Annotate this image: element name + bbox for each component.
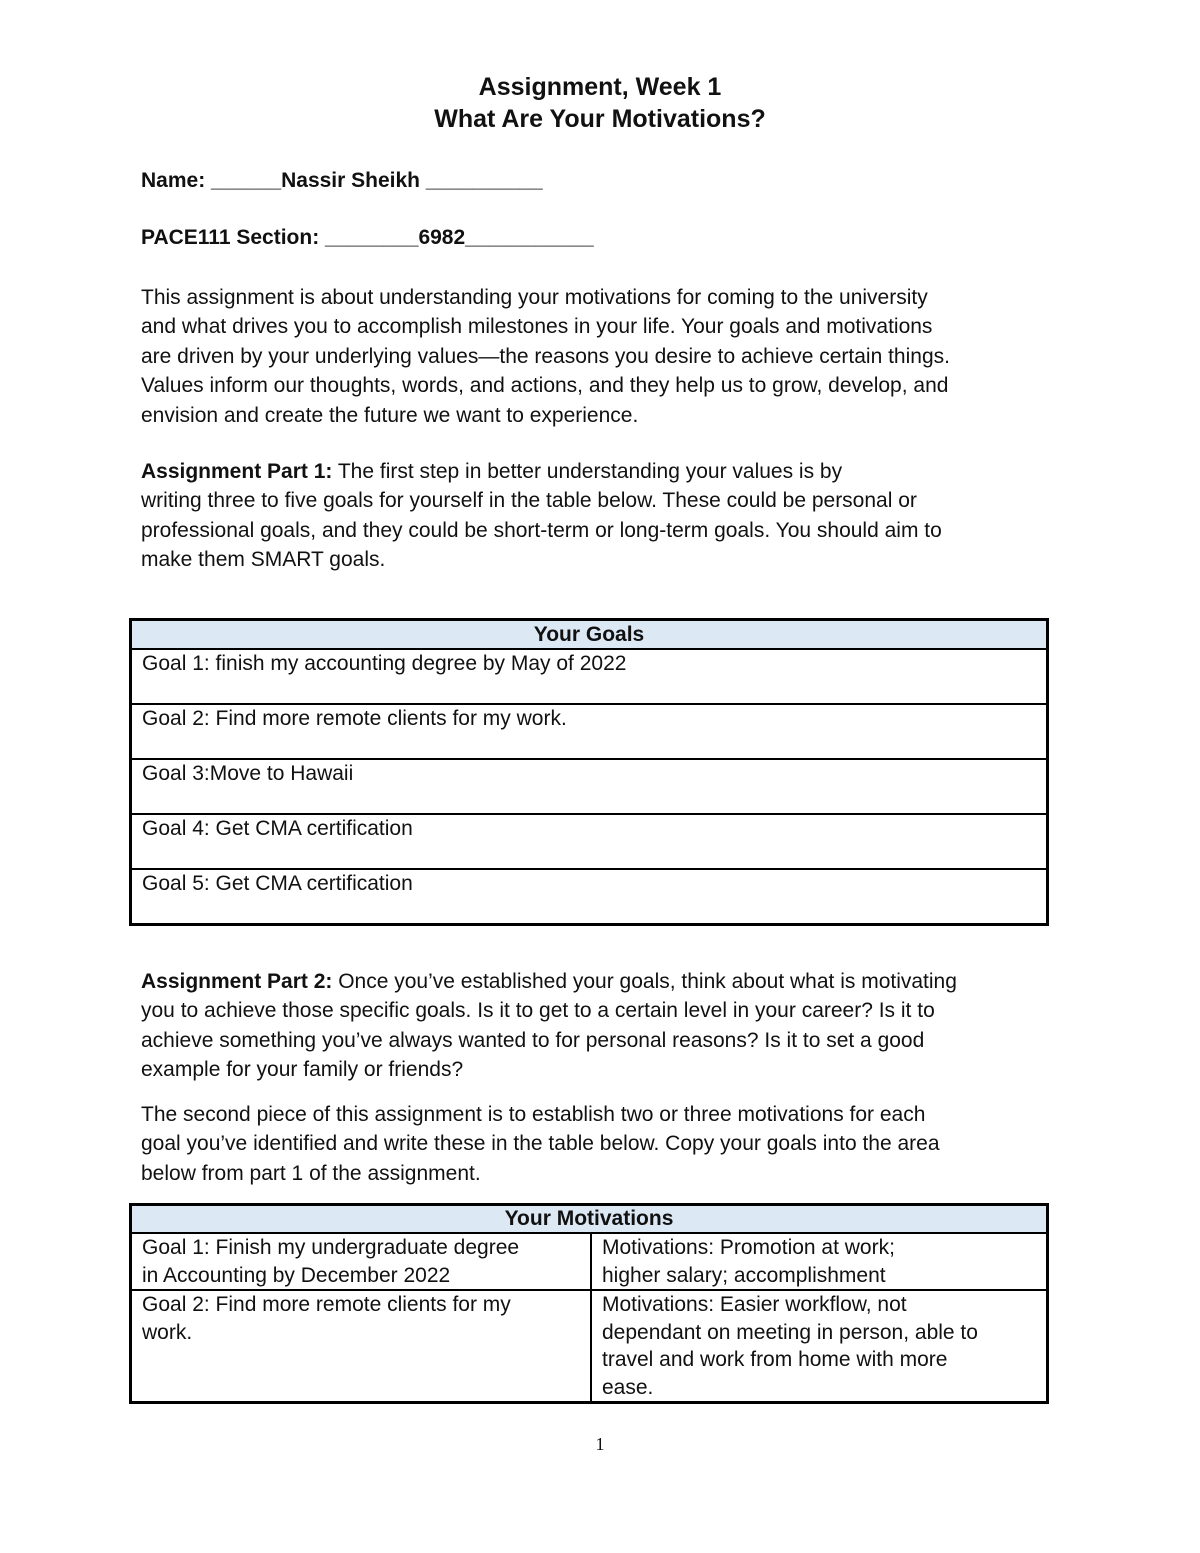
- motivations-table-header-row: [131, 1205, 1048, 1234]
- intro-line: This assignment is about understanding your motivations for coming to the university: [141, 286, 928, 309]
- motivations-table-header: Your Motivations: [131, 1205, 1048, 1234]
- cell-line: ease.: [602, 1375, 654, 1399]
- part1-paragraph: [141, 457, 1066, 575]
- part1-line: writing three to five goals for yourself in the table below. These could be personal or: [141, 489, 917, 513]
- table-row: [131, 814, 1048, 869]
- cell-line: higher salary; accomplishment: [602, 1263, 886, 1287]
- motivation-cell[interactable]: [591, 1233, 1048, 1290]
- goals-table: [129, 618, 1049, 926]
- cell-line: in Accounting by December 2022: [142, 1263, 451, 1287]
- document-title: Assignment, Week 1: [478, 73, 722, 101]
- part2-paragraph: [141, 967, 1066, 1085]
- cell-line: Goal 2: Find more remote clients for my: [142, 1293, 511, 1316]
- part1-line: make them SMART goals.: [141, 548, 386, 572]
- motivation-goal-cell[interactable]: [131, 1290, 592, 1403]
- page-number: 1: [595, 1434, 605, 1454]
- cell-line: Motivations: Easier workflow, not: [602, 1293, 907, 1316]
- part2-label: Assignment Part 2:: [141, 970, 333, 993]
- table-row: [131, 1290, 1048, 1403]
- motivations-table: [129, 1203, 1049, 1404]
- cell-line: Motivations: Promotion at work;: [602, 1236, 895, 1259]
- goals-table-header: Your Goals: [131, 620, 1048, 650]
- table-row: [131, 1233, 1048, 1290]
- intro-line: and what drives you to accomplish milestones in your life. Your goals and motivations: [141, 315, 933, 339]
- part2-first-line: [141, 967, 1066, 996]
- part1-first-line: [141, 457, 1066, 486]
- table-row: [131, 704, 1048, 759]
- section-field: PACE111 Section: ________6982___________: [141, 226, 594, 249]
- goals-table-header-row: [131, 620, 1048, 650]
- intro-paragraph: [141, 283, 1066, 430]
- goal-cell[interactable]: Goal 4: Get CMA certification: [131, 814, 1048, 869]
- intro-line: Values inform our thoughts, words, and actions, and they help us to grow, develop, and: [141, 374, 949, 398]
- goal-cell[interactable]: Goal 1: finish my accounting degree by May of 2022: [131, 649, 1048, 704]
- part2-second-line: The second piece of this assignment is to establish two or three motivations for each: [141, 1103, 926, 1126]
- part2-line: you to achieve those specific goals. Is it to get to a certain level in your career? Is it to: [141, 999, 935, 1023]
- part1-first-line-text: The first step in better understanding your values is by: [332, 460, 843, 483]
- part1-label: Assignment Part 1:: [141, 460, 333, 483]
- part2-second-line: goal you’ve identified and write these in the table below. Copy your goals into the area: [141, 1132, 940, 1156]
- part2-second-line: below from part 1 of the assignment.: [141, 1161, 481, 1185]
- table-row: [131, 869, 1048, 925]
- table-row: [131, 759, 1048, 814]
- intro-line: are driven by your underlying values—the reasons you desire to achieve certain things.: [141, 344, 950, 368]
- part1-line: professional goals, and they could be short-term or long-term goals. You should aim to: [141, 518, 942, 542]
- part2-line: achieve something you’ve always wanted to for personal reasons? Is it to set a good: [141, 1028, 925, 1052]
- name-field: Name: ______Nassir Sheikh __________: [141, 169, 543, 192]
- motivation-cell[interactable]: [591, 1290, 1048, 1403]
- part2-first-line-text: Once you’ve established your goals, think about what is motivating: [332, 970, 957, 993]
- part2-second-paragraph: [141, 1100, 1066, 1188]
- cell-line: Goal 1: Finish my undergraduate degree: [142, 1236, 520, 1259]
- table-row: [131, 649, 1048, 704]
- goal-cell[interactable]: Goal 5: Get CMA certification: [131, 869, 1048, 925]
- cell-line: dependant on meeting in person, able to: [602, 1320, 978, 1344]
- document-subtitle: What Are Your Motivations?: [434, 105, 766, 133]
- cell-line: work.: [142, 1320, 193, 1344]
- intro-line: envision and create the future we want to experience.: [141, 403, 639, 427]
- goal-cell[interactable]: Goal 2: Find more remote clients for my work.: [131, 704, 1048, 759]
- part2-line: example for your family or friends?: [141, 1058, 464, 1082]
- motivation-goal-cell[interactable]: [131, 1233, 592, 1290]
- goal-cell[interactable]: Goal 3:Move to Hawaii: [131, 759, 1048, 814]
- cell-line: travel and work from home with more: [602, 1348, 948, 1371]
